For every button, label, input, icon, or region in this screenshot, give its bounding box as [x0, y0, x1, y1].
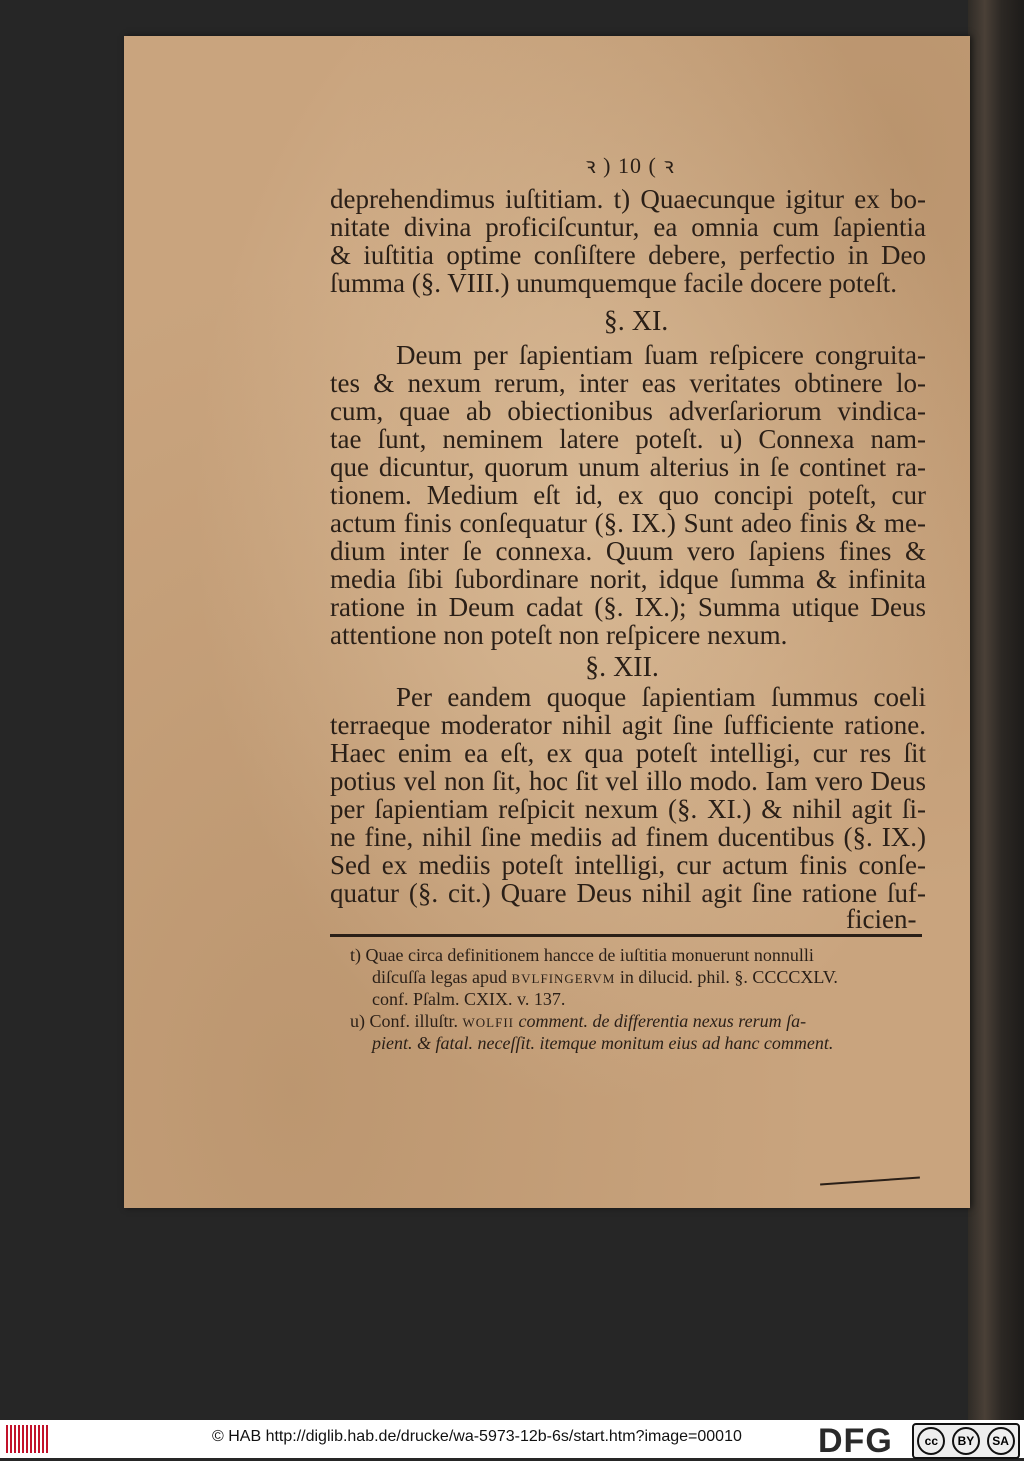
barcode-icon — [6, 1425, 48, 1453]
footnote-t-line: conf. Pſalm. CXIX. v. 137. — [372, 989, 566, 1009]
running-head: ꝛ ) 10 ( ꝛ — [585, 153, 675, 178]
body-line: tae ſunt, neminem latere poteſt. u) Connexa nam- — [330, 424, 926, 454]
body-line: quatur (§. cit.) Quare Deus nihil agit ſine ratione ſuf- — [330, 878, 926, 908]
footnote-u-line — [350, 1010, 806, 1032]
body-line: dium inter ſe connexa. Quum vero ſapiens fines & — [330, 536, 926, 566]
body-line: ne fine, nihil ſine mediis ad finem ducentibus (§. IX.) — [330, 822, 926, 852]
body-line: ſumma (§. VIII.) unumquemque facile docere poteſt. — [330, 268, 898, 298]
sa-icon: SA — [987, 1427, 1015, 1455]
section-title-xi: §. XI. — [603, 306, 669, 337]
footnote-rule — [330, 934, 922, 937]
body-line: Sed ex mediis poteſt intelligi, cur actum finis conſe- — [330, 850, 926, 880]
dfg-logo: DFG — [818, 1422, 893, 1460]
body-line: tes & nexum rerum, inter eas veritates obtinere lo- — [330, 368, 926, 398]
body-line: per ſapientiam reſpicit nexum (§. XI.) & nihil agit ſi- — [330, 794, 926, 824]
body-line: media ſibi ſubordinare norit, idque ſumma & infinita — [330, 564, 926, 594]
body-line: & iuſtitia optime conſiſtere debere, perfectio in Deo — [330, 240, 926, 270]
copyright-link[interactable]: © HAB http://diglib.hab.de/drucke/wa-5973-12b-6s/start.htm?image=00010 — [212, 1428, 742, 1445]
body-line: Per eandem quoque ſapientiam ſummus coeli — [396, 682, 926, 712]
by-icon: BY — [952, 1427, 980, 1455]
author-name: wolfii — [462, 1011, 514, 1031]
cc-license-badge[interactable] — [912, 1423, 1020, 1459]
cc-icon: cc — [917, 1427, 945, 1455]
body-line: nitate divina proficiſcuntur, ea omnia cum ſapientia — [330, 212, 926, 242]
catchword: ficien- — [846, 904, 917, 934]
viewer-footer — [0, 1420, 1024, 1458]
body-line: attentione non poteſt non reſpicere nexum. — [330, 620, 788, 650]
footnote-text: u) Conf. illuſtr. — [350, 1011, 463, 1031]
footnote-u-line: pient. & fatal. neceſſit. itemque monitum eius ad hanc comment. — [372, 1033, 834, 1053]
body-line: Deum per ſapientiam ſuam reſpicere congruita- — [396, 340, 926, 370]
body-line: que dicuntur, quorum unum alterius in ſe continet ra- — [330, 452, 926, 482]
body-line: Haec enim ea eſt, ex qua poteſt intelligi, cur res ſit — [330, 738, 926, 768]
footnote-text: diſcuſſa legas apud — [372, 967, 512, 987]
body-line: cum, quae ab obiectionibus adverſariorum vindica- — [330, 396, 926, 426]
adjacent-page-edge — [968, 0, 1024, 1420]
section-title-xii: §. XII. — [585, 652, 659, 683]
body-line: ratione in Deum cadat (§. IX.); Summa utique Deus — [330, 592, 926, 622]
footnote-t-line: t) Quae circa definitionem hancce de iuſtitia monuerunt nonnulli — [350, 945, 814, 965]
body-line: deprehendimus iuſtitiam. t) Quaecunque igitur ex bo- — [330, 184, 926, 214]
footnote-title: comment. de differentia nexus rerum ſa- — [514, 1011, 807, 1031]
footnote-text: in dilucid. phil. §. CCCCXLV. — [615, 967, 838, 987]
body-line: potius vel non ſit, hoc ſit vel illo modo. Iam vero Deus — [330, 766, 926, 796]
body-line: actum finis conſequatur (§. IX.) Sunt adeo finis & me- — [330, 508, 926, 538]
footnote-t-line — [372, 966, 838, 988]
body-line: terraeque moderator nihil agit ſine ſufficiente ratione. — [330, 710, 926, 740]
body-line: tionem. Medium eſt id, ex quo concipi poteſt, cur — [330, 480, 926, 510]
author-name: bvlfingervm — [511, 967, 616, 987]
